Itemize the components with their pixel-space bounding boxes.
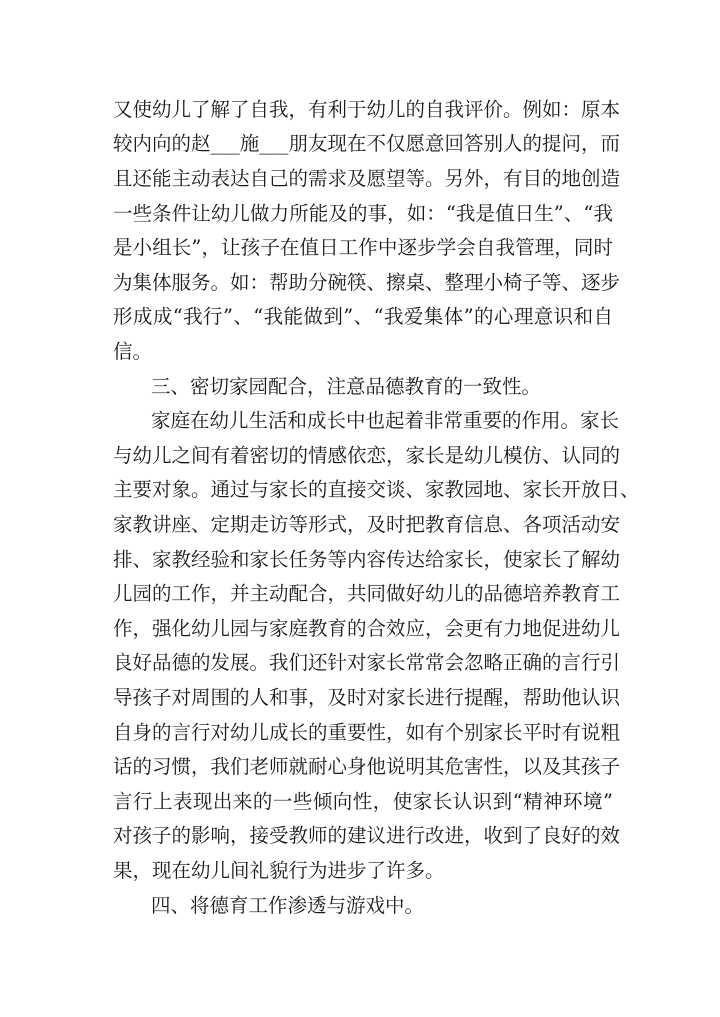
text-line-19: 自身的言行对幼儿成长的重要性，如有个别家长平时有说粗 (113, 721, 621, 744)
text-line-16: 作，强化幼儿园与家庭教育的合效应，会更有力地促进幼儿 (113, 617, 621, 640)
text-line-1: 又使幼儿了解了自我，有利于幼儿的自我评价。例如：原本 (113, 98, 621, 121)
text-line-17: 良好品德的发展。我们还针对家长常常会忽略正确的言行引 (113, 651, 621, 674)
section-heading-3: 三、密切家园配合，注意品德教育的一致性。 (151, 375, 542, 398)
text-line-8: 信。 (113, 340, 153, 363)
section-heading-4: 四、将德育工作渗透与游戏中。 (151, 894, 425, 917)
text-line-14: 排、家教经验和家长任务等内容传达给家长，使家长了解幼 (113, 548, 621, 571)
text-line-15: 儿园的工作，并主动配合，共同做好幼儿的品德培养教育工 (113, 582, 621, 605)
text-line-2: 较内向的赵___施___朋友现在不仅愿意回答别人的提问，而 (113, 132, 621, 155)
text-line-12: 主要对象。通过与家长的直接交谈、家教园地、家长开放日、 (113, 478, 640, 501)
text-line-4: 一些条件让幼儿做力所能及的事，如：“我是值日生”、“我 (113, 202, 613, 225)
text-line-22: 对孩子的影响，接受教师的建议进行改进，收到了良好的效 (113, 824, 621, 847)
text-line-20: 话的习惯，我们老师就耐心身他说明其危害性，以及其孩子 (113, 755, 621, 778)
text-line-5: 是小组长”，让孩子在值日工作中逐步学会自我管理，同时 (113, 236, 613, 259)
text-line-6: 为集体服务。如：帮助分碗筷、擦桌、整理小椅子等、逐步 (113, 271, 621, 294)
text-line-21: 言行上表现出来的一些倾向性，使家长认识到“精神环境” (113, 790, 613, 813)
text-line-3: 且还能主动表达自己的需求及愿望等。另外，有目的地创造 (113, 167, 621, 190)
text-line-23: 果，现在幼儿间礼貌行为进步了许多。 (113, 859, 445, 882)
text-line-18: 导孩子对周围的人和事，及时对家长进行提醒，帮助他认识 (113, 686, 621, 709)
text-line-7: 形成成“我行”、“我能做到”、“我爱集体”的心理意识和自 (113, 305, 613, 328)
text-line-10: 家庭在幼儿生活和成长中也起着非常重要的作用。家长 (151, 409, 620, 432)
text-line-11: 与幼儿之间有着密切的情感依恋，家长是幼儿模仿、认同的 (113, 444, 621, 467)
text-line-13: 家教讲座、定期走访等形式，及时把教育信息、各项活动安 (113, 513, 621, 536)
